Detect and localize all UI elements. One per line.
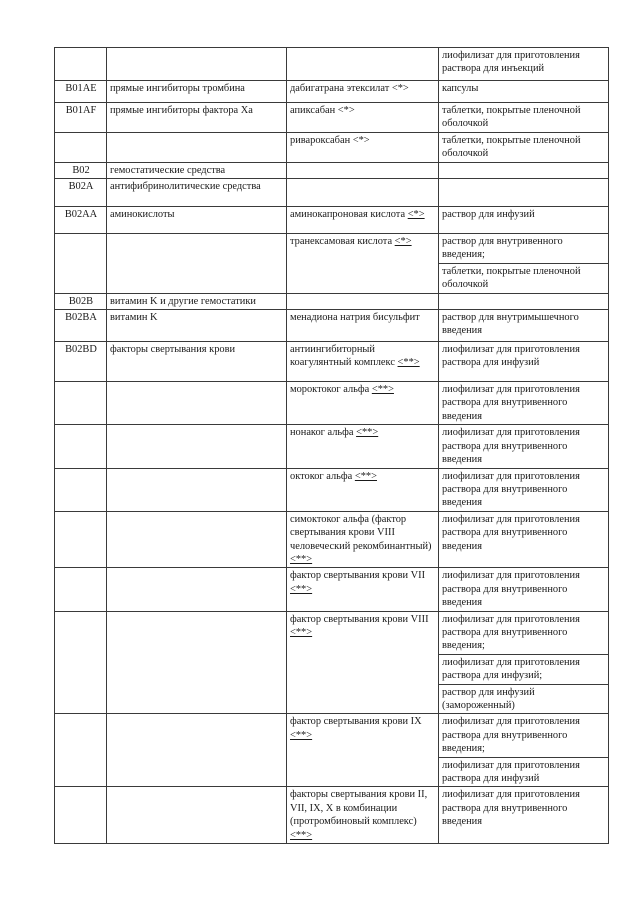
table-row	[55, 568, 609, 611]
group-name-cell	[107, 787, 287, 844]
table-row	[55, 48, 609, 81]
drug-name-cell	[287, 468, 439, 511]
atc-code-cell	[55, 511, 107, 568]
group-name-cell: антифибринолитические средства	[107, 179, 287, 207]
atc-code-cell: B01AF	[55, 103, 107, 133]
footnote-mark: <**>	[397, 357, 420, 369]
footnote-mark: <**>	[354, 470, 377, 482]
dosage-form: таблетки, покрытые пленочной оболочкой	[442, 105, 581, 130]
group-name-cell	[107, 382, 287, 425]
atc-code-cell: B02BA	[55, 310, 107, 342]
dosage-form-cell	[439, 81, 609, 103]
drug-name: ривароксабан <*>	[290, 134, 370, 146]
footnote-mark: <**>	[371, 384, 394, 396]
table-row	[55, 310, 609, 342]
drug-name-cell	[287, 787, 439, 844]
dosage-form: раствор для внутривенного введения;	[442, 236, 563, 261]
group-name-cell	[107, 468, 287, 511]
drug-name: симоктоког альфа (фактор свертывания крови VIII человеческий рекомбинантный)	[290, 513, 432, 552]
footnote-mark: <**>	[290, 729, 313, 741]
dosage-form: лиофилизат для приготовления раствора для инфузий;	[439, 654, 608, 684]
drug-name-cell	[287, 310, 439, 342]
atc-code-cell: B02A	[55, 179, 107, 207]
drug-name-cell	[287, 207, 439, 234]
table-row	[55, 611, 609, 714]
group-name-cell	[107, 425, 287, 468]
dosage-form: лиофилизат для приготовления раствора для внутривенного введения;	[442, 613, 580, 652]
group-name-cell	[107, 611, 287, 714]
drug-table-body	[55, 48, 609, 844]
dosage-form-cell	[439, 342, 609, 382]
table-row	[55, 787, 609, 844]
drug-name: антиингибиторный коагулянтный комплекс	[290, 344, 398, 369]
dosage-form: раствор для инфузий (замороженный)	[439, 684, 608, 714]
atc-code-cell: B02AA	[55, 207, 107, 234]
table-row	[55, 714, 609, 787]
table-row	[55, 382, 609, 425]
table-row	[55, 468, 609, 511]
group-name-cell: прямые ингибиторы фактора Xa	[107, 103, 287, 133]
drug-name: мороктоког альфа	[290, 384, 372, 396]
drug-name-cell	[287, 293, 439, 309]
table-row	[55, 162, 609, 178]
dosage-form: таблетки, покрытые пленочной оболочкой	[439, 263, 608, 293]
group-name-cell	[107, 511, 287, 568]
drug-name-cell	[287, 48, 439, 81]
dosage-form-cell	[439, 132, 609, 162]
dosage-form-cell	[439, 511, 609, 568]
drug-name-cell	[287, 382, 439, 425]
atc-code-cell	[55, 48, 107, 81]
drug-name: апиксабан <*>	[290, 105, 355, 116]
atc-code-cell	[55, 787, 107, 844]
group-name-cell	[107, 234, 287, 294]
group-name-cell: аминокислоты	[107, 207, 287, 234]
table-row	[55, 179, 609, 207]
drug-name: менадиона натрия бисульфит	[290, 312, 420, 324]
dosage-form: лиофилизат для приготовления раствора для внутривенного введения;	[442, 716, 580, 755]
dosage-form-cell	[439, 468, 609, 511]
dosage-form-cell	[439, 382, 609, 425]
dosage-form: раствор для внутримышечного введения	[442, 312, 579, 337]
group-name-cell: факторы свертывания крови	[107, 342, 287, 382]
atc-code-cell	[55, 382, 107, 425]
dosage-form-cell	[439, 234, 609, 294]
drug-name: транексамовая кислота	[290, 236, 395, 248]
group-name-cell	[107, 714, 287, 787]
table-row	[55, 207, 609, 234]
dosage-form-cell	[439, 48, 609, 81]
table-row	[55, 293, 609, 309]
drug-name: аминокапроновая кислота	[290, 209, 408, 221]
dosage-form-cell	[439, 207, 609, 234]
footnote-mark: <**>	[290, 626, 313, 638]
drug-name-cell	[287, 511, 439, 568]
dosage-form-cell	[439, 425, 609, 468]
table-row	[55, 425, 609, 468]
dosage-form-cell	[439, 179, 609, 207]
atc-code-cell	[55, 234, 107, 294]
dosage-form-cell	[439, 568, 609, 611]
group-name-cell: витамин K и другие гемостатики	[107, 293, 287, 309]
drug-name: дабигатрана этексилат <*>	[290, 83, 409, 94]
atc-code-cell	[55, 714, 107, 787]
atc-code-cell: B02	[55, 162, 107, 178]
dosage-form: лиофилизат для приготовления раствора для инфузий	[439, 757, 608, 787]
drug-name: фактор свертывания крови VII	[290, 570, 426, 582]
drug-name: фактор свертывания крови IX	[290, 716, 422, 728]
drug-name-cell	[287, 103, 439, 133]
drug-name-cell	[287, 162, 439, 178]
drug-name-cell	[287, 342, 439, 382]
group-name-cell: витамин K	[107, 310, 287, 342]
footnote-mark: <*>	[407, 209, 425, 221]
dosage-form-cell	[439, 611, 609, 714]
atc-code-cell	[55, 468, 107, 511]
drug-name: октоког альфа	[290, 470, 355, 482]
drug-name-cell	[287, 611, 439, 714]
drug-name-cell	[287, 714, 439, 787]
dosage-form: лиофилизат для приготовления раствора для внутривенного введения	[442, 570, 580, 609]
dosage-form: лиофилизат для приготовления раствора для внутривенного введения	[442, 384, 580, 422]
dosage-form: лиофилизат для приготовления раствора для инфузий	[442, 344, 580, 369]
table-row	[55, 132, 609, 162]
atc-code-cell	[55, 425, 107, 468]
atc-code-cell: B02B	[55, 293, 107, 309]
dosage-form: лиофилизат для приготовления раствора для внутривенного введения	[442, 513, 580, 552]
dosage-form-cell	[439, 103, 609, 133]
drug-table	[54, 47, 609, 844]
dosage-form: лиофилизат для приготовления раствора для внутривенного введения	[442, 427, 580, 466]
dosage-form: таблетки, покрытые пленочной оболочкой	[442, 134, 581, 160]
drug-name: нонаког альфа	[290, 427, 357, 439]
drug-name-cell	[287, 425, 439, 468]
group-name-cell	[107, 48, 287, 81]
footnote-mark: <**>	[290, 829, 313, 841]
atc-code-cell	[55, 611, 107, 714]
atc-code-cell	[55, 132, 107, 162]
dosage-form: лиофилизат для приготовления раствора для внутривенного введения	[442, 789, 580, 828]
drug-name-cell	[287, 568, 439, 611]
drug-name: фактор свертывания крови VIII	[290, 613, 429, 625]
dosage-form-cell	[439, 714, 609, 787]
drug-name: факторы свертывания крови II, VII, IX, X в комбинации (протромбиновый комплекс)	[290, 789, 428, 828]
drug-name-cell	[287, 132, 439, 162]
drug-name-cell	[287, 81, 439, 103]
atc-code-cell: B01AE	[55, 81, 107, 103]
dosage-form-cell	[439, 293, 609, 309]
dosage-form: капсулы	[442, 83, 479, 94]
group-name-cell: гемостатические средства	[107, 162, 287, 178]
atc-code-cell	[55, 568, 107, 611]
dosage-form-cell	[439, 310, 609, 342]
drug-name-cell	[287, 234, 439, 294]
group-name-cell	[107, 568, 287, 611]
footnote-mark: <*>	[394, 236, 412, 248]
group-name-cell	[107, 132, 287, 162]
dosage-form: лиофилизат для приготовления раствора для внутривенного введения	[442, 470, 580, 509]
table-row	[55, 81, 609, 103]
footnote-mark: <**>	[290, 583, 313, 595]
table-row	[55, 511, 609, 568]
footnote-mark: <**>	[290, 553, 313, 565]
dosage-form-cell	[439, 162, 609, 178]
group-name-cell: прямые ингибиторы тромбина	[107, 81, 287, 103]
table-row	[55, 103, 609, 133]
table-row	[55, 342, 609, 382]
atc-code-cell: B02BD	[55, 342, 107, 382]
footnote-mark: <**>	[356, 427, 379, 439]
drug-name-cell	[287, 179, 439, 207]
dosage-form: раствор для инфузий	[442, 209, 535, 221]
dosage-form: лиофилизат для приготовления раствора для инъекций	[442, 50, 580, 75]
dosage-form-cell	[439, 787, 609, 844]
table-row	[55, 234, 609, 294]
